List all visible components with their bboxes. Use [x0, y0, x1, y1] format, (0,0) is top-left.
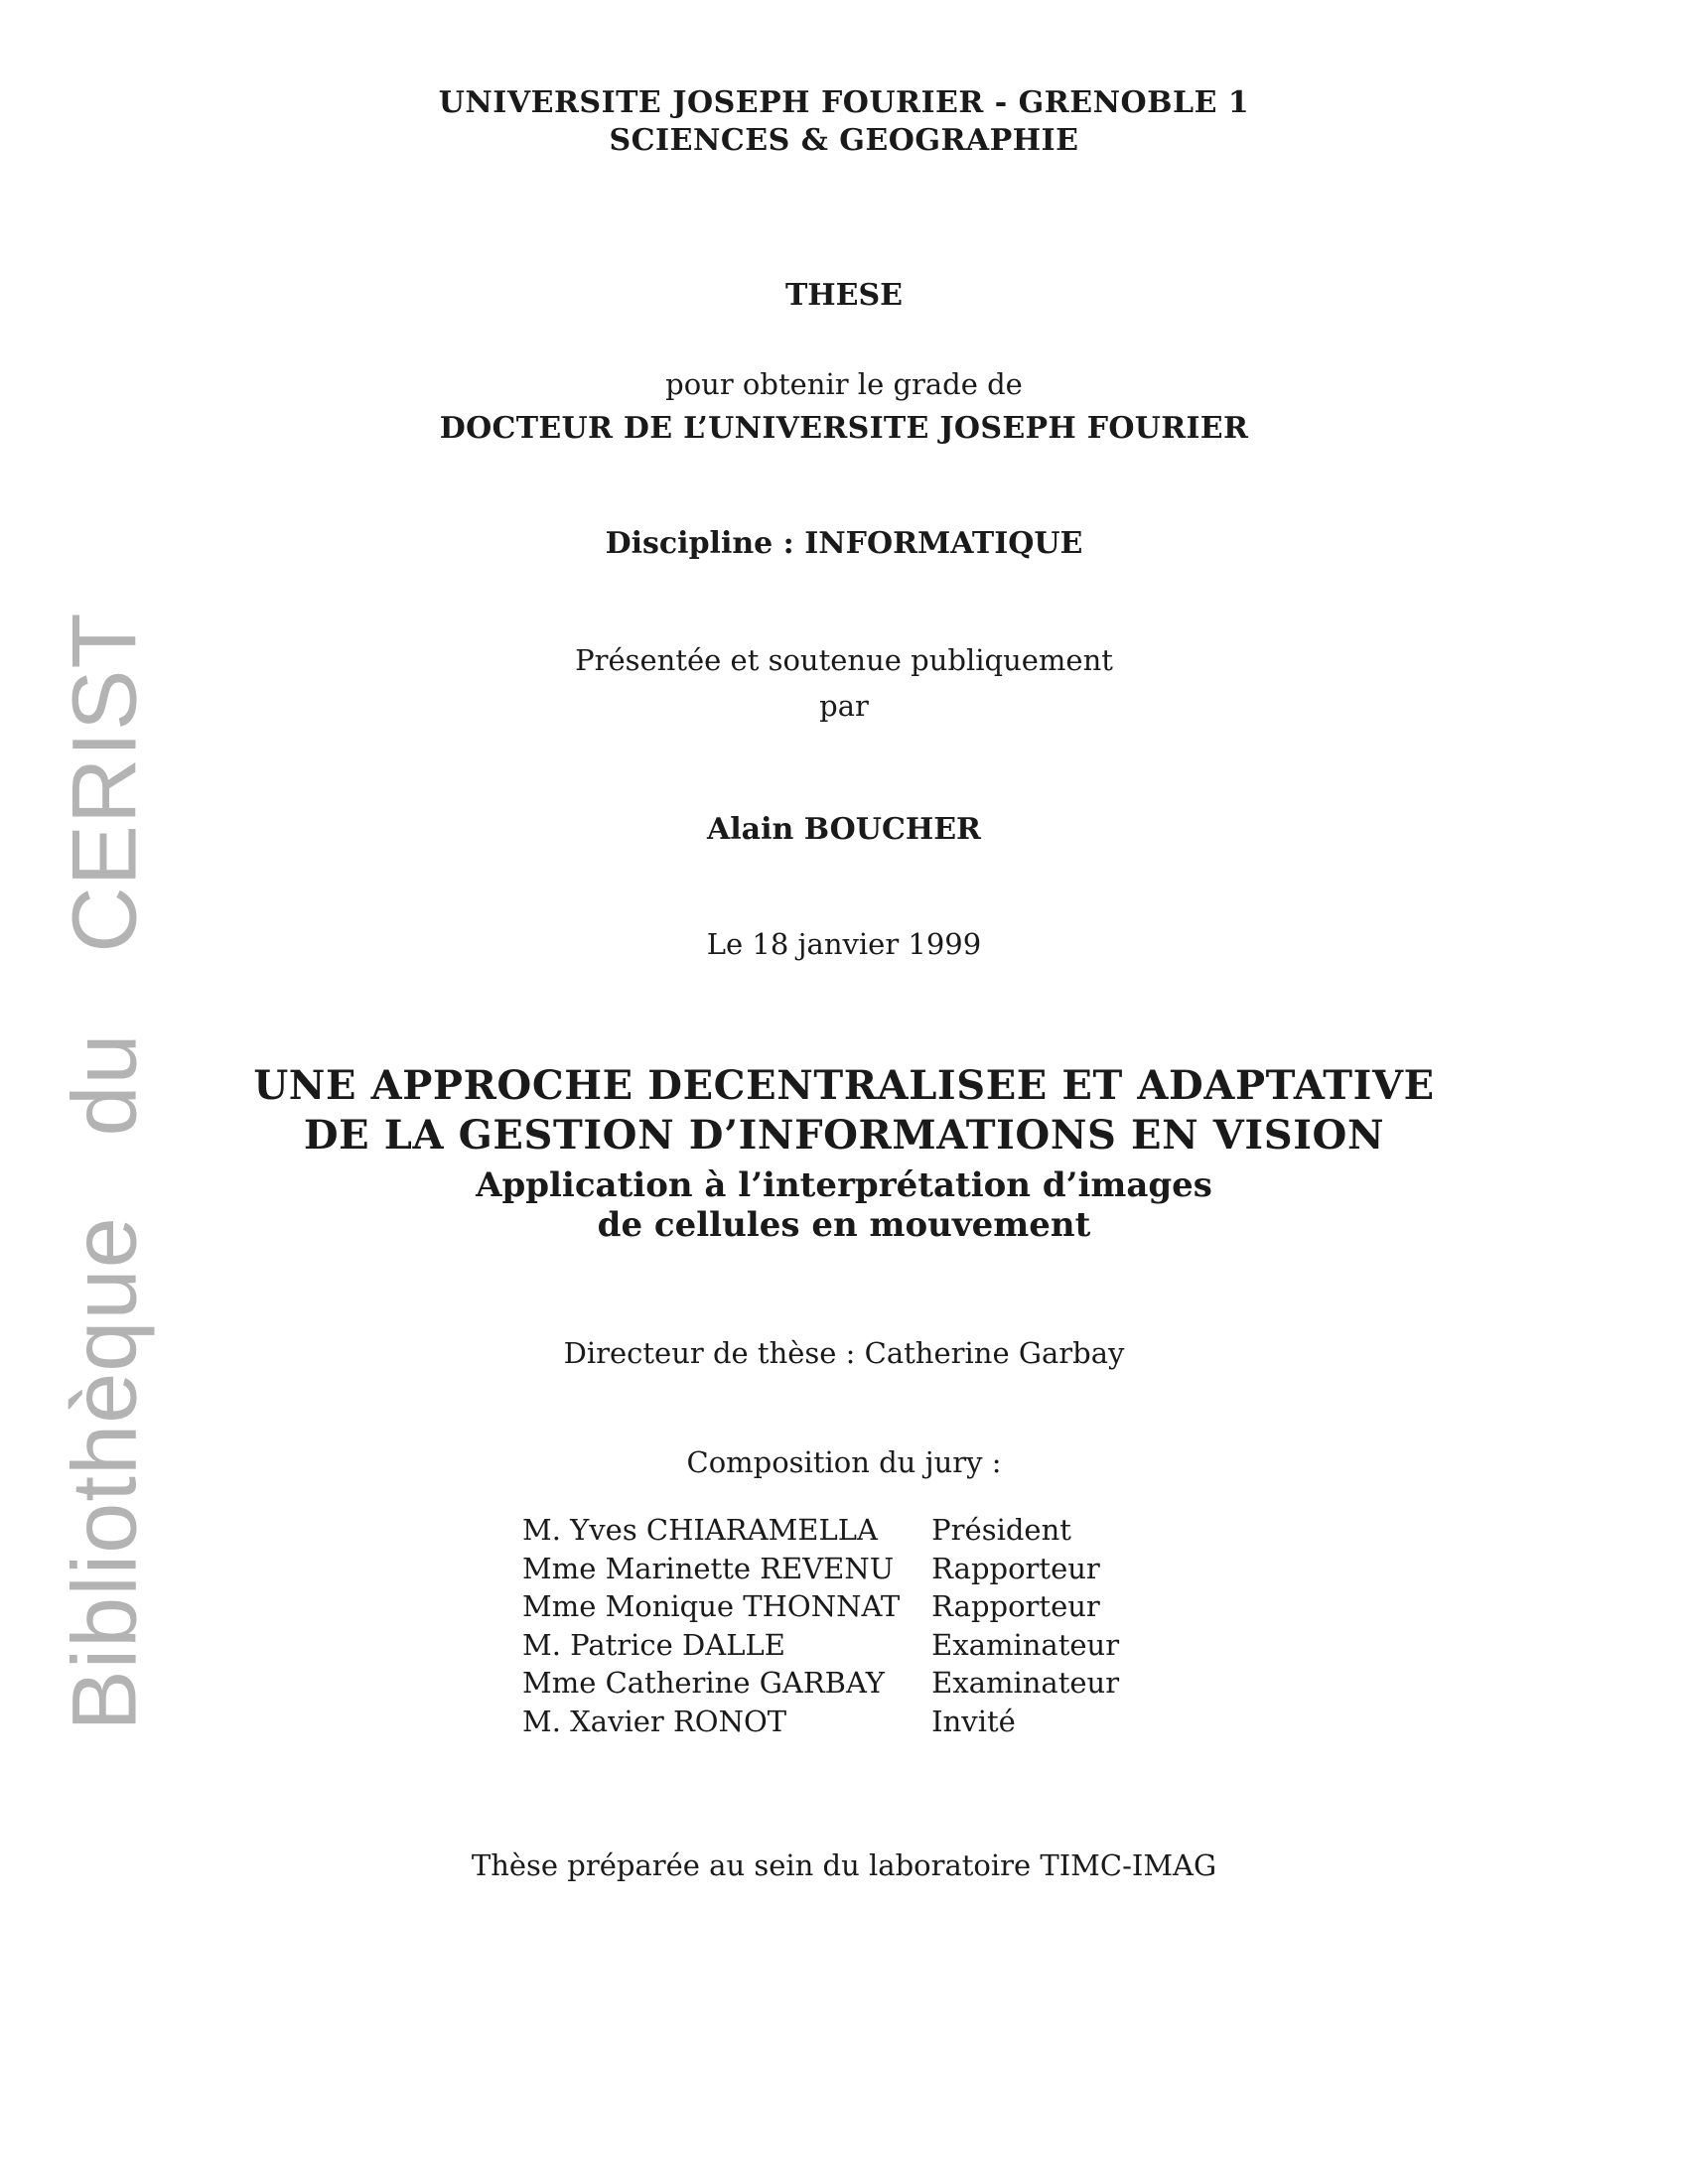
jury-member-role: Rapporteur [931, 1551, 1100, 1585]
thesis-title-line-1: UNE APPROCHE DECENTRALISEE ET ADAPTATIVE [253, 1062, 1435, 1109]
watermark-text: Bibliothèque du CERIST [54, 612, 156, 1731]
jury-member-role: Rapporteur [931, 1589, 1100, 1623]
jury-member-name: Mme Marinette REVENU [522, 1551, 895, 1585]
thesis-subtitle-line-2: de cellules en mouvement [597, 1205, 1091, 1245]
jury-member [522, 1664, 1119, 1703]
laboratory: Thèse préparée au sein du laboratoire TIMC-IMAG [471, 1848, 1217, 1882]
jury-member-role: Examinateur [931, 1666, 1120, 1700]
presentation-par: par [819, 689, 869, 723]
thesis-subtitle-line-1: Application à l’interprétation d’images [476, 1165, 1212, 1205]
thesis-title-line-2: DE LA GESTION D’INFORMATIONS EN VISION [303, 1112, 1385, 1159]
jury-heading: Composition du jury : [686, 1445, 1002, 1479]
defense-date: Le 18 janvier 1999 [706, 927, 982, 961]
jury-member [522, 1626, 1119, 1665]
jury-member-role: Examinateur [931, 1627, 1120, 1662]
university-name: UNIVERSITE JOSEPH FOURIER - GRENOBLE 1 [438, 85, 1250, 120]
jury-member-name: M. Xavier RONOT [522, 1704, 787, 1738]
degree-title: DOCTEUR DE L’UNIVERSITE JOSEPH FOURIER [439, 411, 1249, 446]
jury-member-name: Mme Catherine GARBAY [522, 1666, 885, 1700]
discipline: Discipline : INFORMATIQUE [605, 526, 1083, 561]
jury-member [522, 1587, 1119, 1626]
jury-member-name: Mme Monique THONNAT [522, 1589, 901, 1623]
thesis-label: THESE [784, 278, 904, 313]
author-name: Alain BOUCHER [707, 812, 981, 847]
faculty-name: SCIENCES & GEOGRAPHIE [609, 123, 1079, 158]
jury-member-name: M. Patrice DALLE [522, 1627, 785, 1662]
jury-member-name: M. Yves CHIARAMELLA [522, 1513, 878, 1547]
jury-member [522, 1703, 1119, 1741]
jury-member [522, 1550, 1119, 1588]
grade-intro: pour obtenir le grade de [665, 367, 1023, 401]
jury-member-role: Invité [931, 1704, 1016, 1738]
jury-member [522, 1511, 1119, 1550]
presentation-text: Présentée et soutenue publiquement [575, 643, 1113, 677]
jury-member-role: Président [931, 1513, 1071, 1547]
jury-list [522, 1511, 1119, 1740]
thesis-director: Directeur de thèse : Catherine Garbay [563, 1336, 1125, 1370]
